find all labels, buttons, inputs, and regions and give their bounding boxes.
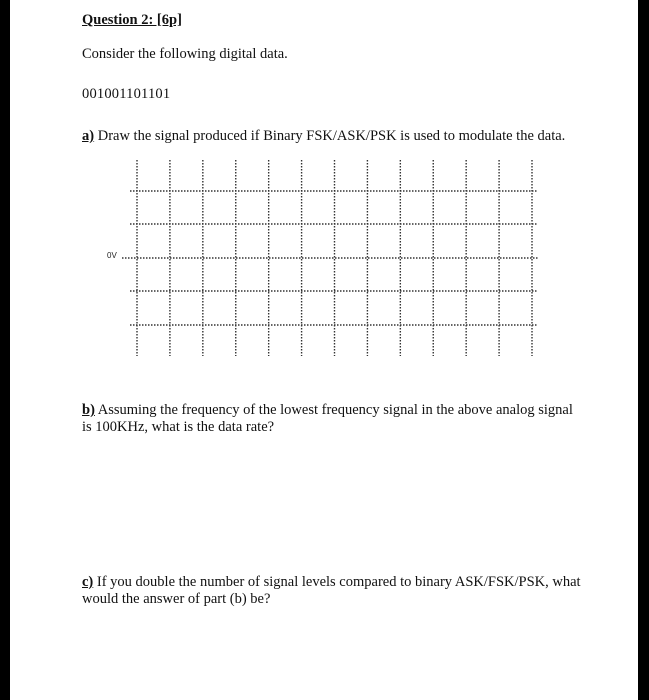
intro-text: Consider the following digital data. xyxy=(82,46,288,62)
part-a-label: a) xyxy=(82,128,95,144)
grid-lines xyxy=(122,160,538,356)
part-b-text: Assuming the frequency of the lowest frequency signal in the above analog signal is 100KHz, what is the data rate? xyxy=(82,402,573,435)
digital-data: 001001101101 xyxy=(82,86,171,102)
part-b-label: b) xyxy=(82,402,95,418)
part-a-text: Draw the signal produced if Binary FSK/ASK/PSK is used to modulate the data. xyxy=(94,128,566,144)
part-b-question xyxy=(82,402,582,436)
document-page xyxy=(10,0,638,700)
signal-grid xyxy=(10,0,638,370)
part-c-label: c) xyxy=(82,574,94,590)
part-c-question xyxy=(82,574,582,608)
zero-volt-label: 0V xyxy=(107,251,117,260)
part-c-text: If you double the number of signal levels compared to binary ASK/FSK/PSK, what would the answer of part (b) be? xyxy=(82,574,581,607)
question-title: Question 2: [6p] xyxy=(82,12,182,28)
